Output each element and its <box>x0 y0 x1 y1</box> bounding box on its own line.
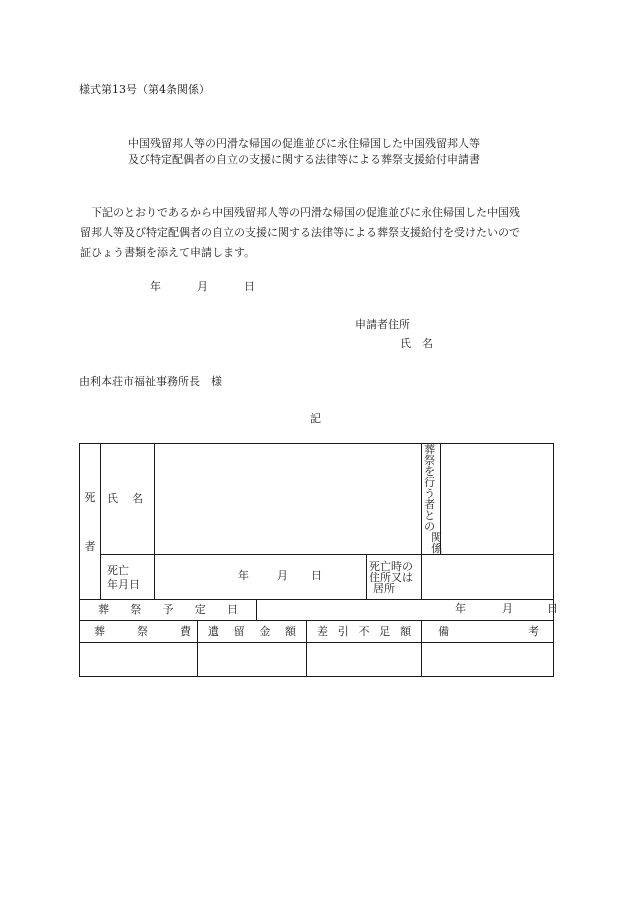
statement-line-3: 証ひょう書類を添えて申請します。 <box>80 246 256 259</box>
header-char: 考 <box>528 624 540 638</box>
applicant-name-char-1: 氏 <box>400 337 411 350</box>
deceased-name-input[interactable] <box>155 444 422 555</box>
death-date-input[interactable] <box>155 555 367 600</box>
funeral-cost-input[interactable] <box>80 643 198 677</box>
header-char: 葬 <box>94 624 105 638</box>
shortfall-amount-input[interactable] <box>307 643 422 677</box>
funeral-cost-header <box>80 621 198 643</box>
deceased-name-label <box>101 444 155 555</box>
deceased-label-cell <box>80 444 101 600</box>
relation-char-a: 関 <box>431 531 443 544</box>
relation-line-2: う者との <box>424 487 436 533</box>
application-date <box>0 278 630 294</box>
death-address-label <box>367 555 422 600</box>
death-address-char-a: 居 <box>373 581 384 595</box>
header-char: 引 <box>337 624 349 638</box>
deceased-char-1: 死 <box>84 490 96 504</box>
funeral-date-label <box>80 600 257 621</box>
relation-line-3 <box>424 531 443 555</box>
death-day-label: 日 <box>311 569 322 582</box>
date-year-label: 年 <box>150 280 161 293</box>
death-date-char-a: 死 <box>107 563 118 577</box>
estate-amount-header <box>198 621 307 643</box>
remarks-header <box>422 621 554 643</box>
name-char-1: 氏 <box>107 492 118 505</box>
funeral-date-char: 定 <box>194 603 206 616</box>
death-address-input[interactable] <box>422 555 554 600</box>
header-char: 費 <box>180 624 191 638</box>
death-month-label: 月 <box>277 569 288 582</box>
header-char: 額 <box>284 624 296 638</box>
header-char: 祭 <box>137 624 148 638</box>
header-char: 足 <box>379 624 391 638</box>
deceased-char-2: 者 <box>84 539 96 553</box>
remarks-input[interactable] <box>422 643 554 677</box>
death-date-char-b: 亡 <box>118 563 129 577</box>
form-number: 様式第13号（第4条関係） <box>79 83 210 96</box>
funeral-date-char: 予 <box>162 603 174 616</box>
death-date-label <box>101 555 155 600</box>
applicant-name-label <box>400 335 433 351</box>
name-char-2: 名 <box>132 492 143 505</box>
header-char: 遺 <box>208 624 219 638</box>
funeral-month-label: 月 <box>502 602 513 615</box>
applicant-name-char-2: 名 <box>422 337 433 350</box>
form-title-line-2: 及び特定配偶者の自立の支援に関する法律等による葬祭支援給付申請書 <box>128 153 480 166</box>
statement-line-2: 留邦人等及び特定配偶者の自立の支援に関する法律等による葬祭支援給付を受けたいので <box>80 226 520 239</box>
relation-input[interactable] <box>441 444 554 555</box>
ki-heading: 記 <box>310 412 321 425</box>
funeral-date-input[interactable] <box>257 600 558 621</box>
death-date-line-2: 年月日 <box>107 577 140 591</box>
header-char: 留 <box>233 624 245 638</box>
relation-char-b: 係 <box>431 542 443 555</box>
death-address-line-1: 死亡時の <box>369 559 413 573</box>
header-char: 差 <box>317 624 328 638</box>
relation-line-1: 葬祭を行 <box>424 443 436 489</box>
application-statement <box>80 203 555 263</box>
funeral-date-char: 祭 <box>130 603 142 616</box>
death-year-label: 年 <box>238 569 249 582</box>
date-day-label: 日 <box>244 280 255 293</box>
estate-amount-input[interactable] <box>198 643 307 677</box>
application-table <box>79 443 558 677</box>
death-date-line-1 <box>107 565 143 576</box>
death-address-char-b: 所 <box>384 581 395 595</box>
shortfall-amount-header <box>307 621 422 643</box>
form-title-line-1: 中国残留邦人等の円滑な帰国の促進並びに永住帰国した中国残留邦人等 <box>128 137 480 150</box>
header-char: 備 <box>438 624 450 638</box>
death-address-line-2: 住所又は <box>369 570 413 584</box>
header-char: 不 <box>358 624 370 638</box>
relation-label <box>422 444 441 555</box>
addressee: 由利本荘市福祉事務所長 様 <box>79 375 222 388</box>
funeral-day-label: 日 <box>547 602 558 615</box>
statement-line-1: 下記のとおりであるから中国残留邦人等の円滑な帰国の促進並びに永住帰国した中国残 <box>91 206 520 219</box>
funeral-date-char: 日 <box>227 603 238 616</box>
applicant-address-label: 申請者住所 <box>355 318 410 331</box>
date-month-label: 月 <box>197 280 208 293</box>
funeral-year-label: 年 <box>455 602 466 615</box>
header-char: 額 <box>400 624 412 638</box>
funeral-date-char: 葬 <box>98 603 109 616</box>
header-char: 金 <box>259 624 271 638</box>
death-address-line-3 <box>369 583 419 594</box>
